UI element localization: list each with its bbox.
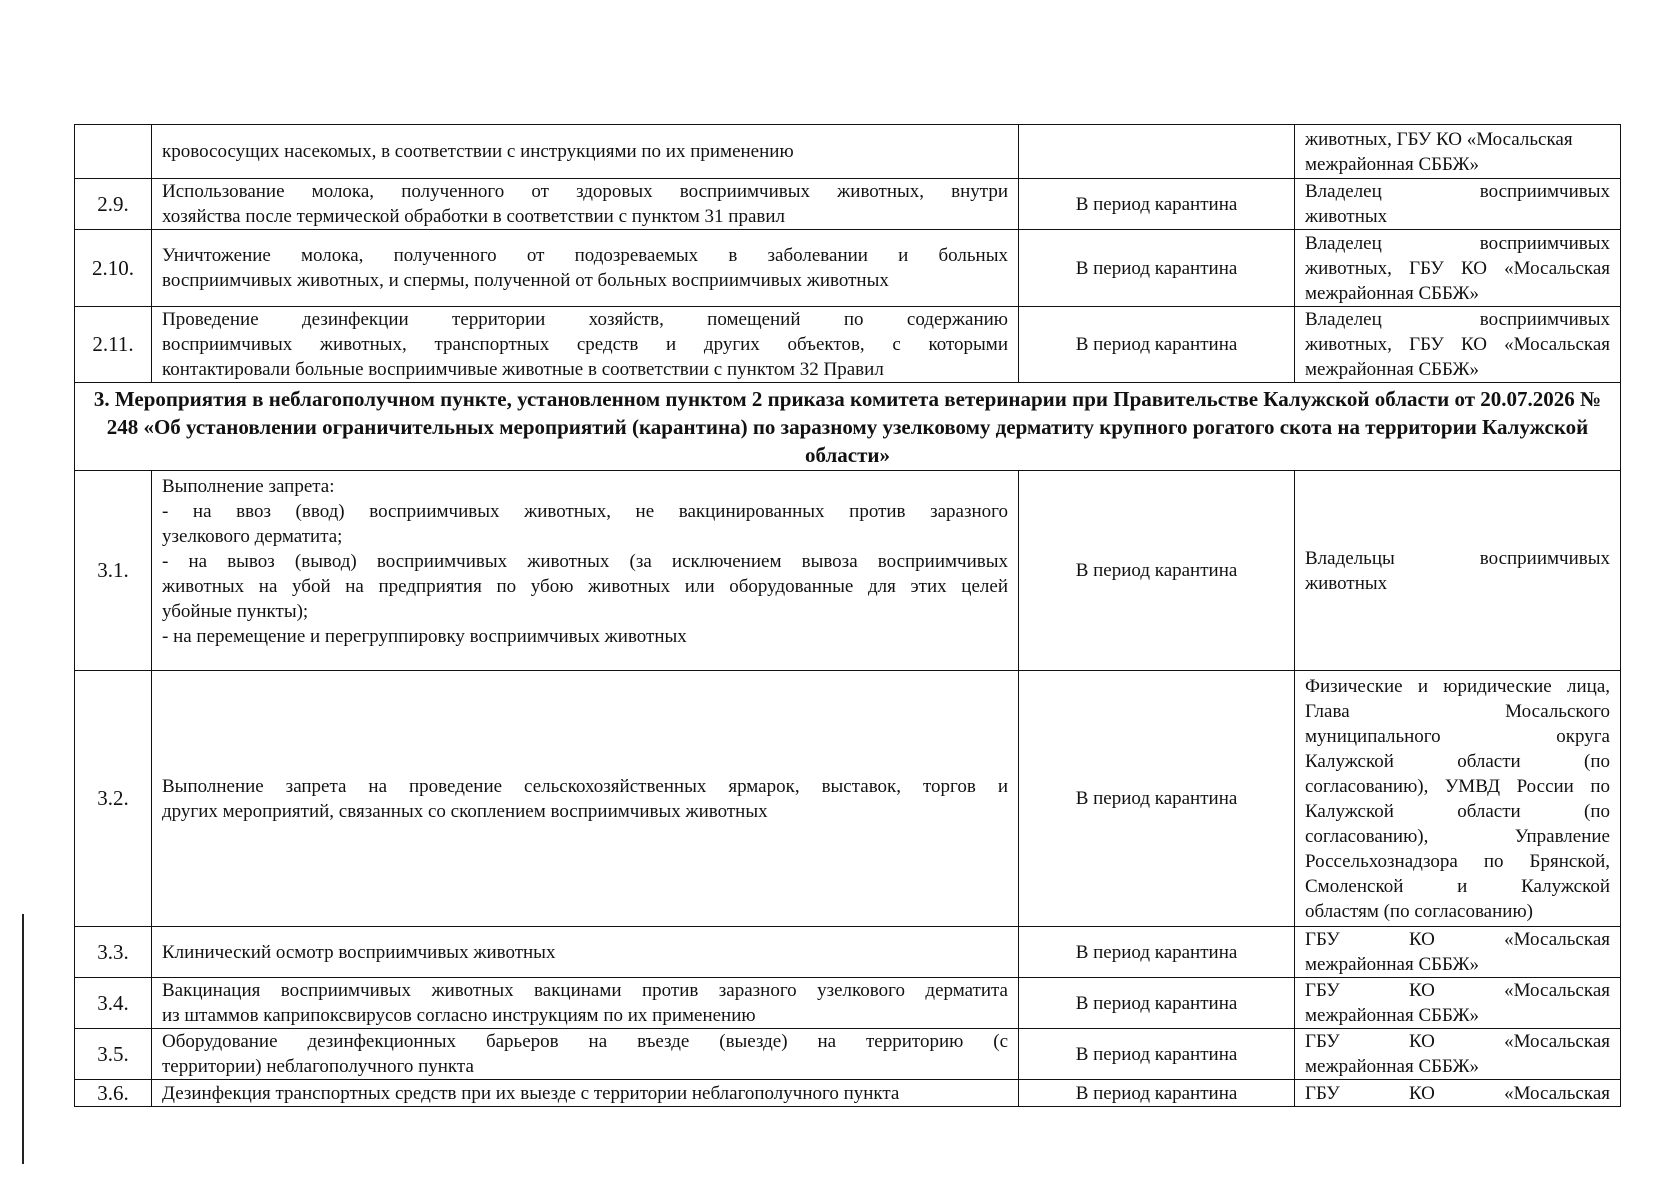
row-number: 3.4.: [75, 978, 152, 1029]
measure-description: Оборудование дезинфекционных барьеров на въезде (выезде) на территорию (с территории) неблагополучного пункта: [152, 1029, 1019, 1080]
table-row: [75, 125, 1621, 179]
responsible-cell: ГБУ КО «Мосальская межрайонная СББЖ»: [1295, 927, 1621, 978]
measure-description: Выполнение запрета: - на ввоз (ввод) восприимчивых животных, не вакцинированных против заразного узелкового дерматита; - на вывоз (вывод) восприимчивых животных (за исключением вывоза восприимчивых животных на убой на предприятия по убою животных или оборудованные для этих целей убойные пункты); - на перемещение и перегруппировку восприимчивых животных: [152, 471, 1019, 671]
period-cell: В период карантина: [1019, 307, 1295, 383]
row-number: 2.10.: [75, 230, 152, 307]
table-row: [75, 471, 1621, 671]
period-cell: В период карантина: [1019, 1029, 1295, 1080]
measure-description: Уничтожение молока, полученного от подозреваемых в заболевании и больных восприимчивых животных, и спермы, полученной от больных восприимчивых животных: [152, 230, 1019, 307]
measure-description: Вакцинация восприимчивых животных вакцинами против заразного узелкового дерматита из штаммов каприпоксвирусов согласно инструкциям по их применению: [152, 978, 1019, 1029]
row-number: 3.2.: [75, 671, 152, 927]
period-cell: В период карантина: [1019, 1080, 1295, 1107]
row-number: 3.3.: [75, 927, 152, 978]
section-3-title: 3. Мероприятия в неблагополучном пункте, установленном пунктом 2 приказа комитета ветеринарии при Правительстве Калужской области от 20.07.2026 № 248 «Об установлении ограничительных мероприятий (карантина) по заразному узелковому дерматиту крупного рогатого скота на территории Калужской области»: [75, 383, 1621, 471]
margin-line: [22, 914, 24, 1164]
responsible-cell: Физические и юридические лица, Глава Мосальского муниципального округа Калужской области (по согласованию), УМВД России по Калужской области (по согласованию), Управление Россельхознадзора по Брянской, Смоленской и Калужской областям (по согласованию): [1295, 671, 1621, 927]
measure-description: Использование молока, полученного от здоровых восприимчивых животных, внутри хозяйства после термической обработки в соответствии с пунктом 31 правил: [152, 179, 1019, 230]
measures-table: [74, 124, 1621, 1107]
responsible-cell: Владелец восприимчивых животных, ГБУ КО «Мосальская межрайонная СББЖ»: [1295, 307, 1621, 383]
table-row: [75, 671, 1621, 927]
table-row: [75, 978, 1621, 1029]
row-number: [75, 125, 152, 179]
period-cell: В период карантина: [1019, 230, 1295, 307]
section-header-row: [75, 383, 1621, 471]
measure-description: кровососущих насекомых, в соответствии с инструкциями по их применению: [152, 125, 1019, 179]
measure-description: Выполнение запрета на проведение сельскохозяйственных ярмарок, выставок, торгов и других мероприятий, связанных со скоплением восприимчивых животных: [152, 671, 1019, 927]
responsible-cell: ГБУ КО «Мосальская межрайонная СББЖ»: [1295, 1029, 1621, 1080]
table-row: [75, 1080, 1621, 1107]
measure-description: Проведение дезинфекции территории хозяйств, помещений по содержанию восприимчивых животных, транспортных средств и других объектов, с которыми контактировали больные восприимчивые животные в соответствии с пунктом 32 Правил: [152, 307, 1019, 383]
row-number: 3.6.: [75, 1080, 152, 1107]
row-number: 2.11.: [75, 307, 152, 383]
row-number: 3.1.: [75, 471, 152, 671]
row-number: 3.5.: [75, 1029, 152, 1080]
table-row: [75, 230, 1621, 307]
period-cell: В период карантина: [1019, 671, 1295, 927]
period-cell: В период карантина: [1019, 927, 1295, 978]
period-cell: В период карантина: [1019, 978, 1295, 1029]
responsible-cell: Владелец восприимчивых животных, ГБУ КО «Мосальская межрайонная СББЖ»: [1295, 230, 1621, 307]
period-cell: В период карантина: [1019, 179, 1295, 230]
row-number: 2.9.: [75, 179, 152, 230]
responsible-cell: ГБУ КО «Мосальская: [1295, 1080, 1621, 1107]
table-row: [75, 179, 1621, 230]
responsible-cell: животных, ГБУ КО «Мосальская межрайонная СББЖ»: [1295, 125, 1621, 179]
responsible-cell: Владелец восприимчивых животных: [1295, 179, 1621, 230]
measure-description: Дезинфекция транспортных средств при их выезде с территории неблагополучного пункта: [152, 1080, 1019, 1107]
period-cell: [1019, 125, 1295, 179]
responsible-cell: Владельцы восприимчивых животных: [1295, 471, 1621, 671]
responsible-cell: ГБУ КО «Мосальская межрайонная СББЖ»: [1295, 978, 1621, 1029]
period-cell: В период карантина: [1019, 471, 1295, 671]
table-row: [75, 927, 1621, 978]
table-row: [75, 307, 1621, 383]
measure-description: Клинический осмотр восприимчивых животных: [152, 927, 1019, 978]
table-row: [75, 1029, 1621, 1080]
